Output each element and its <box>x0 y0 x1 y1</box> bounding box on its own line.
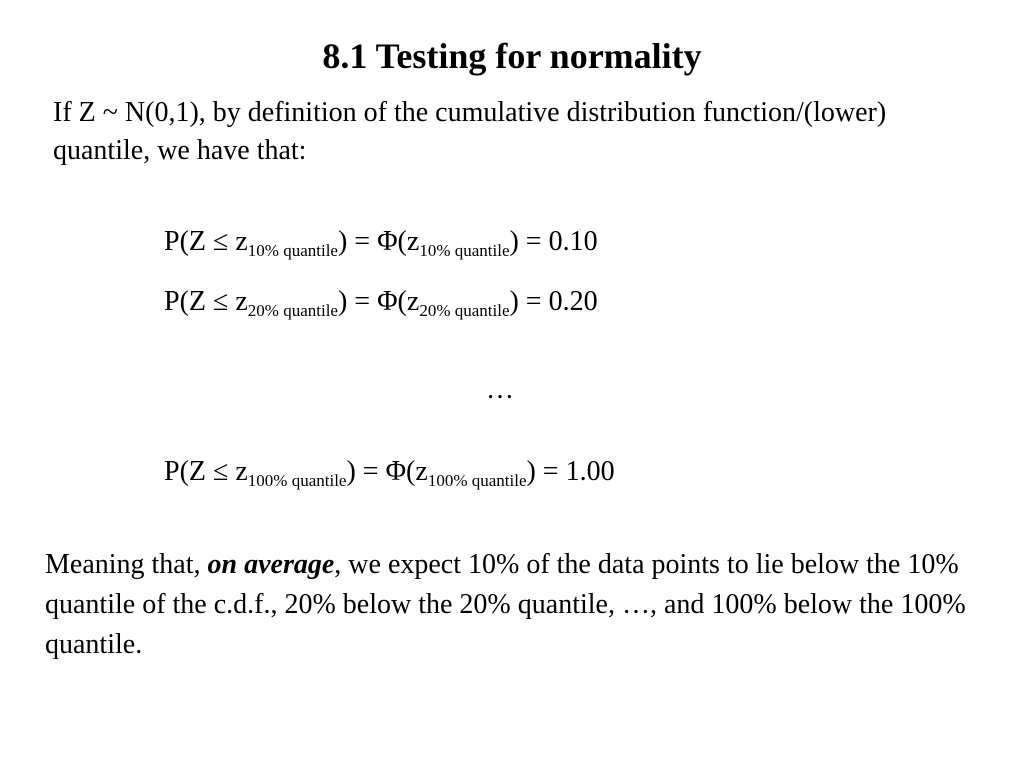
equation-10-percent <box>164 222 598 262</box>
intro-text: If Z ~ N(0,1), by definition of the cumulative distribution function/(lower) quantile, we have that: <box>53 97 887 166</box>
conclusion-rest: , we expect 10% of the data points to lie below the 10% quantile of the c.d.f., 20% below the 20% quantile, …, and 100% below the 100% quantile. <box>45 549 966 660</box>
equation-middle: ) = Φ(z <box>337 226 420 257</box>
equation-middle: ) = Φ(z <box>337 286 420 317</box>
equation-rhs: ) = 1.00 <box>526 456 615 487</box>
slide-title: 8.1 Testing for normality <box>322 36 702 76</box>
equation-100-percent <box>164 452 615 492</box>
equation-rhs-subscript: 20% quantile <box>419 301 510 320</box>
equation-rhs: ) = 0.20 <box>509 286 598 317</box>
equation-20-percent <box>164 282 598 322</box>
equation-lhs: P(Z ≤ z <box>164 226 248 257</box>
equation-lhs-subscript: 100% quantile <box>247 471 347 490</box>
equation-rhs-subscript: 10% quantile <box>419 241 510 260</box>
equation-lhs-subscript: 20% quantile <box>247 301 338 320</box>
equation-rhs-subscript: 100% quantile <box>427 471 527 490</box>
ellipsis: … <box>486 374 514 405</box>
conclusion-lead: Meaning that, <box>45 549 208 580</box>
equation-lhs-subscript: 10% quantile <box>247 241 338 260</box>
emphasis-on-average: on average <box>207 549 335 580</box>
equation-lhs: P(Z ≤ z <box>164 456 248 487</box>
equation-middle: ) = Φ(z <box>346 456 428 487</box>
conclusion-text <box>45 545 985 665</box>
equation-rhs: ) = 0.10 <box>509 226 598 257</box>
equation-lhs: P(Z ≤ z <box>164 286 248 317</box>
